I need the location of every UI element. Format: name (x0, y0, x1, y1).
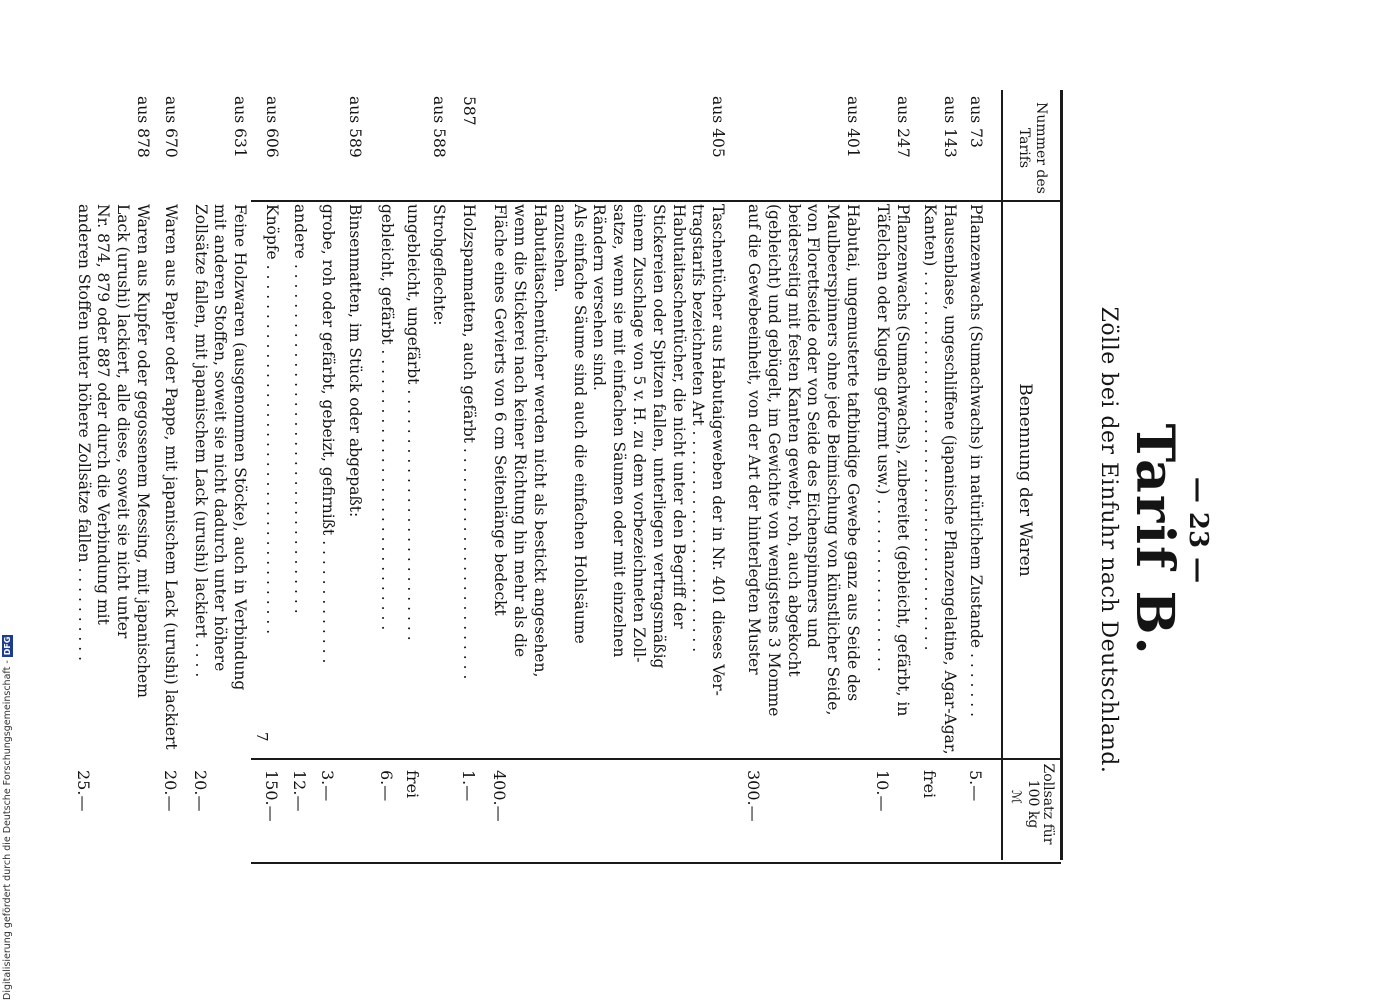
description-line: Stickereien oder Spitzen fallen, unterliegen vertragsmäßig (649, 204, 668, 669)
tariff-number: aus 588 (429, 96, 448, 158)
description-line: Zollsätze fallen, mit japanischem Lack (urushi) lackiert . . . . (191, 204, 210, 678)
header-tariff-number: Nummer des Tarifs (1016, 102, 1049, 194)
description-line: Habutai, ungemusterte taftbindige Gewebe ganz aus Seide des (844, 204, 862, 702)
description-line: satze, wenn sie mit einfachen Säumen oder mit einzelnen (610, 204, 629, 658)
duty-value: 3.— (317, 770, 337, 802)
description-line: Taschentücher aus Habutaigeweben der in Nr. 401 dieses Ver- (709, 204, 728, 696)
description-line: Kanten) . . . . . . . . . . . . . . . . . . . . . . . . . . . . . . . . . . . . . . . (921, 204, 940, 651)
description-line: Als einfache Säume sind auch die einfachen Hohlsäume (570, 204, 589, 644)
document-title: Tarif B. (1124, 423, 1185, 657)
tariff-number: 587 (459, 96, 478, 126)
description-line: Täfelchen oder Kugeln geformt usw.) . . . . . . . . . . . . . . . . . . (873, 204, 892, 672)
duty-value: 1.— (458, 770, 478, 802)
description-line: mit anderen Stoffen, soweit sie nicht dadurch unter höhere (211, 204, 230, 672)
description-line: andere . . . . . . . . . . . . . . . . . . . . . . . . . . . . . . . . . . . . (290, 204, 309, 614)
description-line: anzusehen. (550, 204, 569, 293)
header-bottom-rule (1002, 90, 1004, 860)
description-line: beiderseitig mit festen Kanten gewebt, roh, auch abgekocht (784, 204, 803, 677)
duty-value: frei (920, 770, 940, 799)
header-description: Benennung der Waren (1015, 383, 1035, 577)
description-line: Fläche eines Gevierts von 6 cm Seitenlänge bedeckt (491, 204, 510, 616)
tariff-number: aus 878 (134, 96, 152, 158)
duty-value: 6.— (377, 770, 397, 802)
duty-value: 10.— (872, 770, 892, 812)
description-line: Strohgeflechte: (429, 204, 448, 326)
tariff-number: aus 631 (231, 96, 250, 158)
description-line: Binsenmatten, im Stück oder abgepaßt: (346, 204, 365, 518)
description-line: Holzspanmatten, auch gefärbt . . . . . . . . . . . . . . . . . . . . . . . . (459, 204, 478, 680)
description-line: Habutaitaschentücher werden nicht als bestickt angesehen, (531, 204, 549, 678)
description-line: anderen Stoffen unter höhere Zollsätze fallen . . . . . . . . . . (74, 204, 93, 662)
description-line: Nr. 874, 879 oder 887 oder durch die Verbindung mit (94, 204, 113, 625)
document-subtitle: Zölle bei der Einfuhr nach Deutschland. (1096, 306, 1121, 774)
duty-value: 300.— (744, 770, 763, 822)
duty-value: 12.— (289, 770, 309, 812)
duty-column-rule (251, 758, 1061, 760)
table-top-rule (1060, 90, 1063, 860)
description-line: Knöpfe . . . . . . . . . . . . . . . . . . . . . . . . . . . . . . . . . . . . . . (263, 204, 281, 635)
description-line: Rändern versehen sind. (590, 204, 609, 391)
number-column-rule (251, 200, 1061, 202)
fold-mark: 7 (253, 732, 271, 742)
tariff-number: aus 143 (941, 96, 960, 158)
description-line: gebleicht, gefärbt . . . . . . . . . . . . . . . . . . . . . . . . . . . . . (378, 204, 397, 631)
description-line: Waren aus Kupfer oder gegossenem Messing, mit japanischem (134, 204, 152, 698)
description-line: von Florettseide oder von Seide des Eichenspinners und (804, 204, 823, 648)
tariff-number: aus 589 (346, 96, 365, 158)
table-right-rule (251, 862, 1061, 864)
description-line: auf die Gewebeeinheit, von der Art der hinterlegten Muster (745, 204, 763, 675)
description-line: (gebleicht) und gebügelt, im Gewichte von wenigstens 3 Momme (764, 204, 783, 717)
tariff-number: aus 606 (263, 96, 281, 158)
duty-value: 20.— (160, 770, 180, 812)
description-line: Feine Holzwaren (ausgenommen Stöcke), auch in Verbindung (231, 204, 250, 691)
description-line: Waren aus Papier oder Pappe, mit japanischem Lack (urushi) lackiert (161, 204, 180, 750)
tariff-number: aus 670 (161, 96, 180, 158)
description-line: Pflanzenwachs (Sumachwachs), zubereitet (gebleicht, gefärbt, in (893, 204, 912, 717)
description-line: einem Zuschlage von 5 v. H. zu dem vorbezeichneten Zoll- (630, 204, 648, 663)
duty-value: 5.— (966, 770, 985, 802)
description-line: Maulbeerspinners ohne jede Beimischung von künstlicher Seide, (824, 204, 843, 716)
description-line: Lack (urushi) lackiert, alle diese, soweit sie nicht unter (114, 204, 133, 639)
side-note-text: Digitalisierung gefördert durch die Deutsche Forschungsgemeinschaft - (2, 660, 13, 1000)
duty-value: 20.— (190, 770, 210, 812)
header-duty-rate: Zollsatz für 100 kg (1025, 763, 1056, 845)
description-line: Hausenblase, ungeschliffene (japanische Pflanzengelatine, Agar-Agar, (941, 204, 960, 755)
tariff-number: aus 401 (844, 96, 862, 158)
header-currency: ℳ (1008, 790, 1023, 804)
description-line: Pflanzenwachs (Sumachwachs) in natürlichem Zustande . . . . . . . (967, 204, 985, 718)
description-line: grobe, roh oder gefärbt, gebeizt, gefirnißt . . . . . . . . . . . . . (318, 204, 337, 664)
duty-value: 25.— (73, 770, 93, 812)
duty-value: frei (403, 770, 422, 799)
duty-value: 400.— (490, 770, 510, 822)
description-line: ungebleicht, ungefärbt . . . . . . . . . . . . . . . . . . . . . . . . . . (404, 204, 422, 641)
tariff-number: aus 73 (967, 96, 985, 148)
duty-value: 150.— (262, 770, 281, 822)
page-number: — 23 — (1183, 476, 1213, 584)
description-line: tragstarifs bezeichneten Art . . . . . . . . . . . . . . . . . . . . . . . (689, 204, 708, 653)
tariff-number: aus 405 (709, 96, 728, 158)
dfg-logo: DFG (3, 636, 12, 656)
tariff-number: aus 247 (893, 96, 912, 158)
description-line: Habutaitaschentücher, die nicht unter den Begriff der (669, 204, 688, 629)
description-line: wenn die Stickerei nach keiner Richtung hin mehr als die (511, 204, 530, 658)
